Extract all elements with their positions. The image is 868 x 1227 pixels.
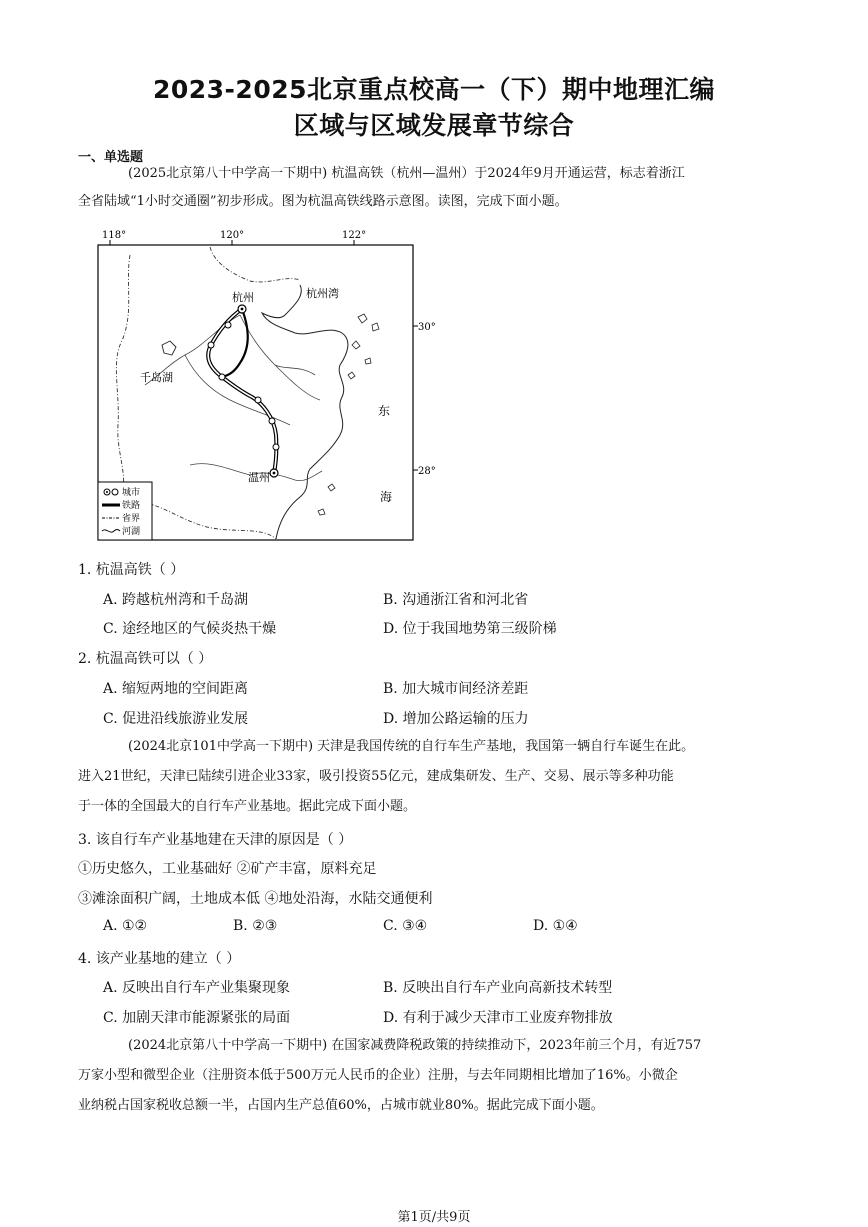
- question-3-stem: 3. 该自行车产业基地建在天津的原因是（ ）: [78, 832, 353, 848]
- qiandao-lake-shape: [162, 341, 176, 355]
- question-1-option-b[interactable]: B. 沟通浙江省和河北省: [383, 592, 529, 608]
- lon-label-122: 122°: [342, 230, 367, 241]
- hangwen-railway-inner: [208, 309, 276, 473]
- passage-1-line-2: 全省陆域“1小时交通圈”初步形成。图为杭温高铁线路示意图。读图，完成下面小题。: [78, 194, 568, 209]
- question-1-option-a[interactable]: A. 跨越杭州湾和千岛湖: [103, 592, 249, 608]
- question-4-stem: 4. 该产业基地的建立（ ）: [78, 951, 241, 967]
- question-3-option-c[interactable]: C. ③④: [383, 918, 428, 934]
- coastline: [262, 285, 348, 539]
- question-4-option-a[interactable]: A. 反映出自行车产业集聚现象: [103, 980, 291, 996]
- province-border-west: [116, 255, 130, 505]
- lon-label-120: 120°: [220, 230, 245, 241]
- page-title: 2023-2025北京重点校高一（下）期中地理汇编: [152, 75, 716, 104]
- question-2-option-c[interactable]: C. 促进沿线旅游业发展: [103, 711, 249, 727]
- question-1-stem: 1. 杭温高铁（ ）: [78, 562, 185, 578]
- label-east: 东: [378, 404, 391, 418]
- passage-2-line-3: 于一体的全国最大的自行车产业基地。据此完成下面小题。: [78, 799, 417, 814]
- question-3-option-a[interactable]: A. ①②: [103, 918, 148, 934]
- passage-2-line-2: 进入21世纪，天津已陆续引进企业33家，吸引投资55亿元，建成集研发、生产、交易、展示等多种功能: [78, 769, 674, 784]
- passage-1-line-1: (2025北京第八十中学高一下期中) 杭温高铁（杭州—温州）于2024年9月开通运营，标志着浙江: [128, 166, 685, 181]
- lon-label-118: 118°: [102, 230, 127, 241]
- map-legend: [98, 482, 152, 540]
- question-2-option-a[interactable]: A. 缩短两地的空间距离: [103, 681, 249, 697]
- label-wenzhou: 温州: [248, 471, 270, 484]
- question-2-option-b[interactable]: B. 加大城市间经济差距: [383, 681, 529, 697]
- passage-2-line-1: (2024北京101中学高一下期中) 天津是我国传统的自行车生产基地，我国第一辆自行车诞生在此。: [128, 739, 695, 754]
- question-4-option-c[interactable]: C. 加剧天津市能源紧张的局面: [103, 1010, 291, 1026]
- question-3-items-line-1: ①历史悠久，工业基础好 ②矿产丰富，原料充足: [78, 861, 377, 877]
- section-heading: 一、单选题: [78, 150, 144, 165]
- branch-railway: [222, 309, 248, 377]
- label-sea: 海: [380, 490, 393, 504]
- question-2-stem: 2. 杭温高铁可以（ ）: [78, 651, 213, 667]
- passage-3-line-3: 业纳税占国家税收总额一半，占国内生产总值60%，占城市就业80%。据此完成下面小题。: [78, 1098, 604, 1113]
- legend-river-lake: 河湖: [122, 527, 141, 537]
- stations: [208, 322, 279, 450]
- question-3-option-d[interactable]: D. ①④: [533, 918, 578, 934]
- question-3-option-b[interactable]: B. ②③: [233, 918, 278, 934]
- lat-label-30: 30°: [418, 322, 436, 333]
- legend-province-border: 省界: [122, 514, 141, 524]
- question-1-option-d[interactable]: D. 位于我国地势第三级阶梯: [383, 621, 557, 637]
- lat-label-28: 28°: [418, 466, 436, 477]
- question-1-option-c[interactable]: C. 途经地区的气候炎热干燥: [103, 621, 277, 637]
- hangwen-railway-map: [90, 225, 436, 545]
- page-number: 第1页/共9页: [397, 1210, 471, 1225]
- label-hangzhou: 杭州: [232, 291, 254, 304]
- label-qiandao-lake: 千岛湖: [140, 371, 173, 384]
- legend-city: 城市: [122, 488, 141, 498]
- question-4-option-b[interactable]: B. 反映出自行车产业向高新技术转型: [383, 980, 613, 996]
- legend-railway: 铁路: [122, 501, 141, 511]
- question-2-option-d[interactable]: D. 增加公路运输的压力: [383, 711, 529, 727]
- question-3-items-line-2: ③滩涂面积广阔，土地成本低 ④地处沿海，水陆交通便利: [78, 891, 433, 907]
- question-4-option-d[interactable]: D. 有利于减少天津市工业废弃物排放: [383, 1010, 613, 1026]
- label-hangzhou-bay: 杭州湾: [306, 287, 339, 300]
- passage-3-line-2: 万家小型和微型企业（注册资本低于500万元人民币的企业）注册，与去年同期相比增加了16%。小微企: [78, 1068, 678, 1083]
- passage-3-line-1: (2024北京第八十中学高一下期中) 在国家减费降税政策的持续推动下，2023年前三个月，有近757: [128, 1038, 702, 1053]
- rivers: [145, 315, 322, 481]
- page-subtitle: 区域与区域发展章节综合: [293, 111, 575, 140]
- province-border-north: [210, 247, 300, 282]
